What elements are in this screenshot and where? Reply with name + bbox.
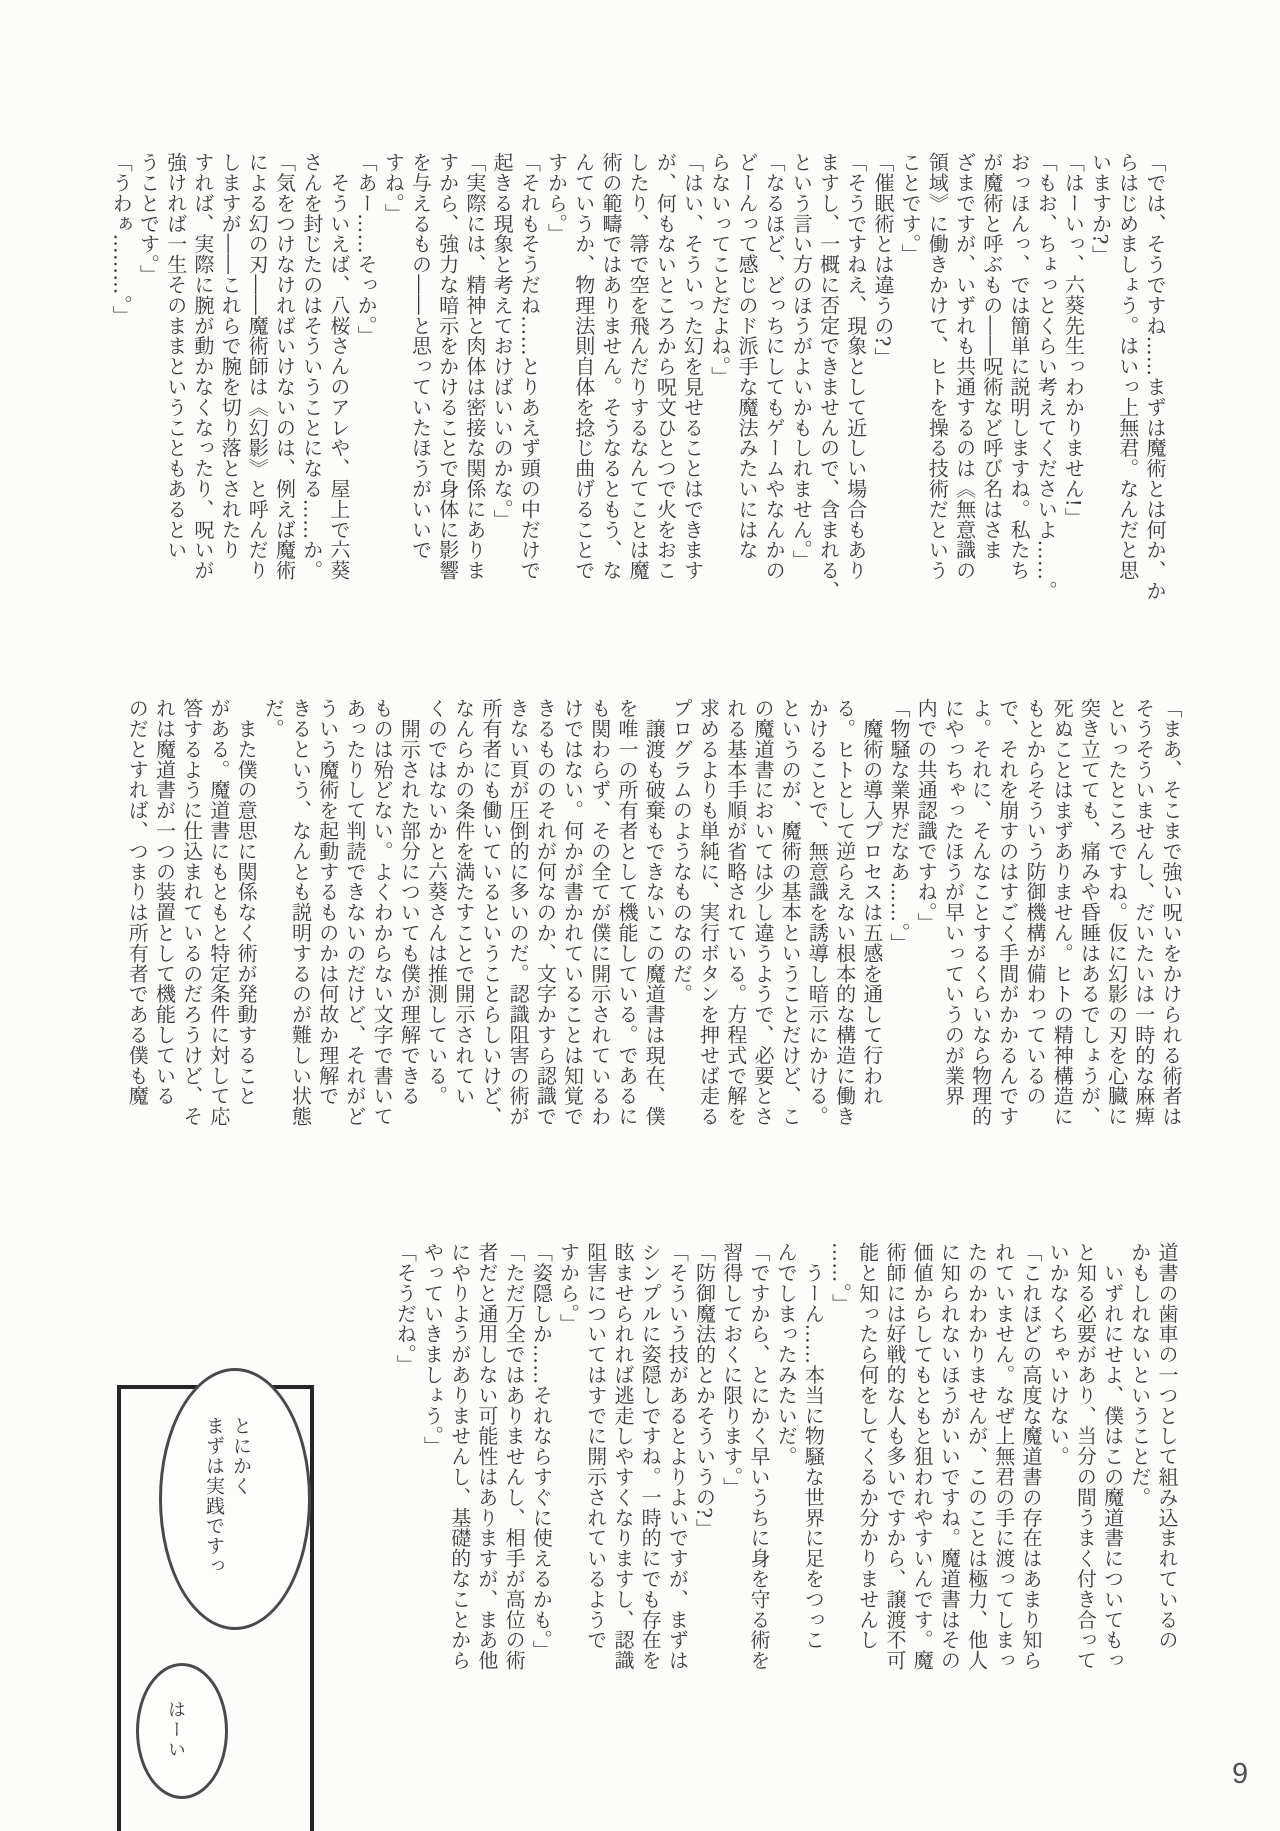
text-line: らはじめましょう。はいっ上無君。なんだと思: [1115, 152, 1140, 581]
text-line: 突き立てても、痛みや昏睡はあるでしょうが、: [1077, 698, 1102, 1127]
text-line: そういえば、八桜さんのアレや、屋上で六葵: [326, 152, 351, 581]
text-line: すから、強力な暗示をかけることで身体に影響: [435, 152, 460, 581]
text-line: 「そういう技があるとよりよいですが、まずは: [665, 1242, 690, 1671]
text-line: あったりして判読できないのだけど、それがど: [342, 698, 367, 1127]
text-line: と知る必要があり、当分の間うまく付き合って: [1073, 1242, 1098, 1671]
text-line: どーんって感じのド派手な魔法みたいにはな: [734, 152, 759, 560]
text-line: 「そうですねえ、現象として近しい場合もあり: [843, 152, 868, 581]
text-line: を唯一の所有者として機能している。であるに: [614, 698, 639, 1127]
bubble-text-line: はーい: [165, 1700, 186, 1760]
text-line: くのではないかと六葵さんは推測している。: [424, 698, 449, 1106]
text-line: かけることで、無意識を誘導し暗示にかける。: [805, 698, 830, 1127]
text-line: きない頁が圧倒的に多いのだ。認識阻害の術が: [506, 698, 531, 1127]
text-block-top: [106, 152, 1168, 612]
text-line: を与えるもの――と思っていたほうがいいで: [408, 152, 433, 560]
text-line: 「それもそうだね……とりあえず頭の中だけで: [517, 152, 542, 581]
text-line: 「物騒な業界だなあ……。」: [886, 698, 911, 954]
text-line: 「ただ万全ではありませんし、相手が高位の術: [502, 1242, 527, 1671]
text-line: 答するように仕込まれているのだろうけど、そ: [179, 698, 204, 1127]
text-line: ざまですが、いずれも共通するのは《無意識の: [952, 152, 977, 581]
text-line: 「はーいっ、六葵先生っわかりません!」: [1061, 152, 1086, 528]
text-line: が魔術と呼ぶもの――呪術など呼び名はさま: [979, 152, 1004, 560]
text-line: の魔道書においては少し違うようで、必要とさ: [750, 698, 775, 1127]
page-number: 9: [1232, 1758, 1249, 1790]
text-line: らないってことだよね。」: [707, 152, 732, 387]
text-line: すね。」: [381, 152, 406, 224]
text-line: 「これほどの高度な魔道書の存在はあまり知ら: [1018, 1242, 1043, 1671]
text-line: シンプルに姿隠しですね。一時的にでも存在を: [638, 1242, 663, 1671]
text-line: 阻害についてはすでに開示されているようで: [583, 1242, 608, 1650]
text-line: にやりようがありませんし、基礎的なことから: [447, 1242, 472, 1671]
text-line: れは魔道書が一つの装置として機能している: [152, 698, 177, 1106]
text-line: んていうか、物理法則自体を捻じ曲げることで: [571, 152, 596, 581]
text-line: けではない。何かが書かれていることは知覚で: [560, 698, 585, 1127]
text-line: すれば、実際に腕が動かなくなったり、呪いが: [190, 152, 215, 581]
text-line: が、何もないところから呪文ひとつで火をおこ: [653, 152, 678, 581]
text-line: きるという、なんとも説明するのが難しい状態: [288, 698, 313, 1127]
text-line: 価値からしてもともと狙われやすいんです。魔: [910, 1242, 935, 1671]
text-line: しますが――これらで腕を切り落とされたり: [218, 152, 243, 560]
text-line: 道書の歯車の一つとして組み込まれているの: [1155, 1242, 1179, 1650]
text-line: 「あー……そっか。」: [354, 152, 379, 346]
text-line: ういう魔術を起動するものかは何故か理解で: [315, 698, 340, 1106]
text-line: プログラムのようなものなのだ。: [669, 698, 694, 1004]
text-line: といったところですね。仮に幻影の刃を心臓に: [1104, 698, 1129, 1127]
text-line: よ。それに、そんなことするくらいなら物理的: [968, 698, 993, 1127]
text-line: うことです。」: [136, 152, 161, 285]
bubble-text-line: とにかく: [230, 1416, 252, 1496]
text-line: 術師には好戦的な人も多いですから、譲渡不可: [882, 1242, 907, 1671]
text-line: というのが、魔術の基本ということだけど、こ: [778, 698, 803, 1127]
text-line: 求めるよりも単純に、実行ボタンを押せば走る: [696, 698, 721, 1127]
text-line: れる基本手順が省略されている。方程式で解を: [723, 698, 748, 1127]
text-line: なんらかの条件を満たすことで開示されてい: [451, 698, 476, 1106]
text-line: 「まあ、そこまで強い呪いをかけられる術者は: [1159, 698, 1183, 1127]
text-line: 「うわぁ………。」: [109, 152, 134, 326]
text-line: んでしまったみたいだ。: [774, 1242, 799, 1467]
text-line: うーん……本当に物騒な世界に足をつっこ: [801, 1242, 826, 1650]
text-line: のだとすれば、つまりは所有者である僕も魔: [125, 698, 150, 1106]
text-line: 「姿隠しか……それならすぐに使えるかも。」: [529, 1242, 554, 1661]
text-line: 譲渡も破棄もできないこの魔道書は現在、僕: [642, 698, 667, 1127]
speech-bubble-large-text: [200, 1416, 254, 1576]
text-block-bottom: [380, 1242, 1180, 1702]
text-line: すから。」: [556, 1242, 581, 1334]
text-line: による幻の刃――魔術師は《幻影》と呼んだり: [245, 152, 270, 581]
text-line: ことです。」: [898, 152, 923, 265]
text-line: だ。: [261, 698, 286, 739]
text-line: また僕の意思に関係なく術が発動すること: [234, 698, 259, 1106]
text-line: 「実際には、精神と肉体は密接な関係にありま: [462, 152, 487, 581]
text-line: 術の範疇ではありません。そうなるともう、な: [598, 152, 623, 581]
text-line: 「では、そうですね……まずは魔術とは何か、か: [1143, 152, 1167, 601]
text-line: 起きる現象と考えておけばいいのかな。」: [490, 152, 515, 530]
text-line: にやっちゃったほうが早いっていうのが業界: [941, 698, 966, 1106]
text-line: おっほんっ、では簡単に説明しますね。私たち: [1006, 152, 1031, 581]
text-line: 「なるほど、どっちにしてもゲームやなんかの: [762, 152, 787, 581]
speech-bubble-small-text: [164, 1700, 186, 1760]
text-line: 魔術の導入プロセスは五感を通して行われ: [859, 698, 884, 1106]
text-line: したり、箒で空を飛んだりするなんてことは魔: [626, 152, 651, 581]
text-line: る。ヒトとして逆らえない根本的な構造に働き: [832, 698, 857, 1127]
text-line: 「防御魔法的とかそういうの?」: [692, 1242, 717, 1539]
text-line: 開示された部分についても僕が理解できる: [397, 698, 422, 1106]
text-line: さんを封じたのはそういうことになる……か。: [299, 152, 324, 581]
text-line: たのかわかりませんが、このことは極力、他人: [964, 1242, 989, 1671]
text-block-middle: [122, 698, 1184, 1158]
bubble-text-line: まずは実践ですっ: [203, 1416, 225, 1576]
text-line: いかなくちゃいけない。: [1046, 1242, 1071, 1467]
text-line: 能と知ったら何をしてくるか分かりませんし: [855, 1242, 880, 1650]
text-line: そうそういませんし、だいたいは一時的な麻痺: [1131, 698, 1156, 1127]
text-line: も関わらず、その全てが僕に開示されているわ: [587, 698, 612, 1127]
text-line: 「催眠術とは違うの?」: [870, 152, 895, 368]
text-line: 所有者にも働いているということらしいけど、: [478, 698, 503, 1127]
text-line: 内での共通認識ですね。」: [914, 698, 939, 933]
text-line: ものは殆どない。よくわからない文字で書いて: [370, 698, 395, 1127]
text-line: いますか?」: [1088, 152, 1113, 266]
text-line: で、それを崩すのはすごく手間がかかるんです: [995, 698, 1020, 1127]
text-line: 「そうだね。」: [393, 1242, 418, 1375]
text-line: いずれにせよ、僕はこの魔道書についてもっ: [1100, 1242, 1125, 1671]
text-line: れていません。なぜ上無君の手に渡ってしまっ: [991, 1242, 1016, 1671]
text-line: やっていきましょう。」: [420, 1242, 445, 1457]
text-line: きるもののそれが何なのか、文字かすら認識で: [533, 698, 558, 1127]
text-line: もとからそういう防御機構が備わっているの: [1022, 698, 1047, 1106]
text-line: 「気をつけなければいけないのは、例えば魔術: [272, 152, 297, 581]
text-line: という言い方のほうがよいかもしれません。」: [789, 152, 814, 571]
text-line: かもしれないということだ。: [1127, 1242, 1152, 1508]
text-line: ……。」: [828, 1242, 853, 1314]
text-line: すから。」: [544, 152, 569, 244]
text-line: 死ぬことはまずありません。ヒトの精神構造に: [1050, 698, 1075, 1127]
text-line: 者だと通用しない可能性はありますが、まあ他: [474, 1242, 499, 1671]
text-line: 「もお、ちょっとくらい考えてくださいよ……。: [1034, 152, 1059, 601]
text-line: 「はい、そういった幻を見せることはできます: [680, 152, 705, 581]
text-line: に知られないほうがいいですね。魔道書はその: [937, 1242, 962, 1671]
text-line: 「ですから、とにかく早いうちに身を守る術を: [746, 1242, 771, 1671]
text-line: 領域》に働きかけて、ヒトを操る技術だという: [925, 152, 950, 581]
text-line: 強ければ一生そのままということもあるとい: [163, 152, 188, 560]
text-line: 眩ませられれば逃走しやすくなりますし、認識: [610, 1242, 635, 1671]
text-line: ますし、一概に否定できませんので、含まれる、: [816, 152, 841, 601]
text-line: 習得しておくに限ります。」: [719, 1242, 744, 1498]
text-line: がある。魔道書にもともと特定条件に対して応: [206, 698, 231, 1127]
